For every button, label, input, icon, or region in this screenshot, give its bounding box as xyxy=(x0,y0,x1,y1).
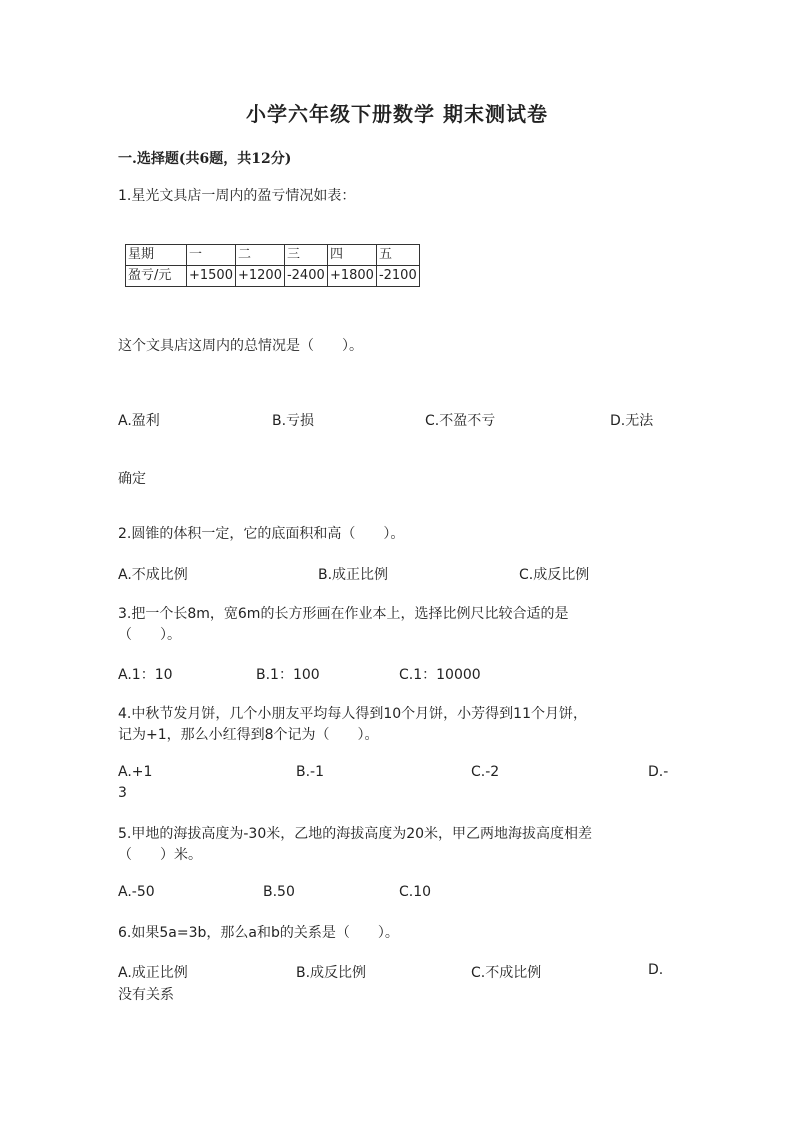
table-cell: +1500 xyxy=(187,266,236,287)
q4-option-d-wrap: 3 xyxy=(118,785,127,801)
q6-option-a[interactable]: A.成正比例 xyxy=(118,965,188,981)
question-4-line-2: 记为+1，那么小红得到8个记为（ ）。 xyxy=(118,727,379,743)
question-5-line-1: 5.甲地的海拔高度为-30米，乙地的海拔高度为20米，甲乙两地海拔高度相差 xyxy=(118,826,593,842)
table-cell: 二 xyxy=(235,245,284,266)
q2-option-a[interactable]: A.不成比例 xyxy=(118,567,188,583)
page-title: 小学六年级下册数学 期末测试卷 xyxy=(246,102,548,126)
q3-option-c[interactable]: C.1：10000 xyxy=(399,667,481,683)
q6-option-d-wrap: 没有关系 xyxy=(118,987,174,1003)
q2-option-c[interactable]: C.成反比例 xyxy=(519,567,590,583)
profit-loss-table xyxy=(125,244,420,287)
q3-option-a[interactable]: A.1：10 xyxy=(118,667,173,683)
q6-option-c[interactable]: C.不成比例 xyxy=(471,965,542,981)
table-row xyxy=(126,266,420,287)
q1-option-d-wrap: 确定 xyxy=(118,471,146,487)
question-5-line-2: （ ）米。 xyxy=(118,847,202,863)
table-cell: 一 xyxy=(187,245,236,266)
question-3-line-2: （ ）。 xyxy=(118,627,181,643)
table-cell: 四 xyxy=(327,245,376,266)
section-heading: 一.选择题(共6题，共12分) xyxy=(118,151,292,167)
table-cell: +1800 xyxy=(327,266,376,287)
question-4-line-1: 4.中秋节发月饼，几个小朋友平均每人得到10个月饼，小芳得到11个月饼， xyxy=(118,706,587,722)
table-cell: 三 xyxy=(284,245,327,266)
table-cell: 五 xyxy=(376,245,419,266)
q2-option-b[interactable]: B.成正比例 xyxy=(318,567,389,583)
q5-option-b[interactable]: B.50 xyxy=(263,884,295,900)
q1-option-c[interactable]: C.不盈不亏 xyxy=(425,413,496,429)
question-3-line-1: 3.把一个长8m，宽6m的长方形画在作业本上，选择比例尺比较合适的是 xyxy=(118,606,569,622)
q6-option-d[interactable]: D. xyxy=(648,962,664,978)
question-1-stem: 1.星光文具店一周内的盈亏情况如表： xyxy=(118,188,356,204)
table-cell: +1200 xyxy=(235,266,284,287)
table-cell: 星期 xyxy=(126,245,187,266)
question-1-text: 这个文具店这周内的总情况是（ ）。 xyxy=(118,338,363,354)
q6-option-b[interactable]: B.成反比例 xyxy=(296,965,367,981)
question-6-stem: 6.如果5a=3b，那么a和b的关系是（ ）。 xyxy=(118,925,399,941)
q1-option-d[interactable]: D.无法 xyxy=(610,413,654,429)
q4-option-d[interactable]: D.- xyxy=(648,764,669,780)
table-cell: -2400 xyxy=(284,266,327,287)
table-cell: 盈亏/元 xyxy=(126,266,187,287)
q3-option-b[interactable]: B.1：100 xyxy=(256,667,320,683)
q5-option-c[interactable]: C.10 xyxy=(399,884,432,900)
q4-option-a[interactable]: A.+1 xyxy=(118,764,153,780)
q1-option-b[interactable]: B.亏损 xyxy=(272,413,315,429)
q1-option-a[interactable]: A.盈利 xyxy=(118,413,160,429)
question-2-stem: 2.圆锥的体积一定，它的底面积和高（ ）。 xyxy=(118,526,405,542)
table-header-row xyxy=(126,245,420,266)
q4-option-c[interactable]: C.-2 xyxy=(471,764,500,780)
q5-option-a[interactable]: A.-50 xyxy=(118,884,155,900)
table-cell: -2100 xyxy=(376,266,419,287)
q4-option-b[interactable]: B.-1 xyxy=(296,764,325,780)
